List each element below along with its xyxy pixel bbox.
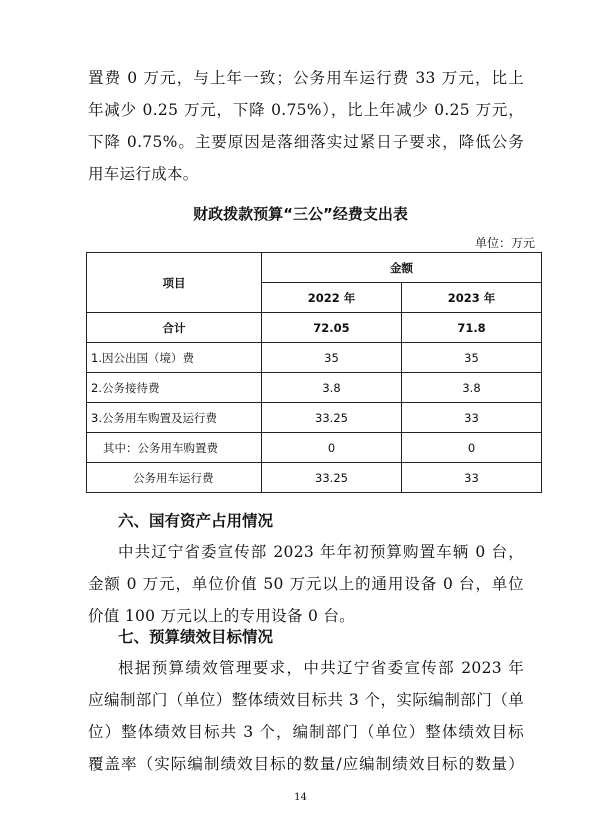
table-row [87, 433, 542, 463]
section7-line-3: 位）整体绩效目标共 3 个，编制部门（单位）整体绩效目标 [88, 723, 524, 741]
budget-table [86, 252, 542, 493]
total-2023: 71.8 [402, 313, 542, 343]
header-year-2022: 2022 年 [262, 283, 402, 313]
intro-line-1: 置费 0 万元，与上年一致；公务用车运行费 33 万元，比上 [88, 69, 524, 87]
page-number: 14 [294, 792, 307, 803]
row-2022: 3.8 [262, 373, 402, 403]
table-row [87, 343, 542, 373]
table-row [87, 463, 542, 493]
intro-line-4: 用车运行成本。 [88, 165, 199, 183]
table-row [87, 373, 542, 403]
section7-line-1: 根据预算绩效管理要求，中共辽宁省委宣传部 2023 年 [118, 659, 524, 677]
intro-line-2: 年减少 0.25 万元，下降 0.75%），比上年减少 0.25 万元， [88, 101, 524, 119]
section6-line-3: 价值 100 万元以上的专用设备 0 台。 [88, 607, 355, 625]
row-label: 其中：公务用车购置费 [87, 433, 262, 463]
section6-line-2: 金额 0 万元，单位价值 50 万元以上的通用设备 0 台，单位 [88, 575, 524, 593]
header-item: 项目 [87, 253, 262, 313]
row-2022: 35 [262, 343, 402, 373]
row-2023: 33 [402, 463, 542, 493]
unit-label: 单位：万元 [474, 236, 535, 250]
row-2023: 33 [402, 403, 542, 433]
header-amount: 金额 [262, 253, 542, 283]
section6-heading: 六、国有资产占用情况 [118, 512, 274, 530]
row-label: 公务用车运行费 [87, 463, 262, 493]
table-title: 财政拨款预算“三公”经费支出表 [193, 205, 408, 223]
section7-heading: 七、预算绩效目标情况 [118, 628, 274, 646]
total-label: 合计 [87, 313, 262, 343]
row-2022: 33.25 [262, 403, 402, 433]
section7-line-4: 覆盖率（实际编制绩效目标的数量/应编制绩效目标的数量） [88, 755, 524, 773]
table-row-total [87, 313, 542, 343]
row-2023: 3.8 [402, 373, 542, 403]
table-row [87, 403, 542, 433]
intro-line-3: 下降 0.75%。主要原因是落细落实过紧日子要求，降低公务 [88, 133, 524, 151]
section6-line-1: 中共辽宁省委宣传部 2023 年年初预算购置车辆 0 台， [118, 543, 524, 561]
table-header-row [87, 253, 542, 283]
row-2023: 35 [402, 343, 542, 373]
row-2022: 0 [262, 433, 402, 463]
row-label: 3.公务用车购置及运行费 [87, 403, 262, 433]
total-2022: 72.05 [262, 313, 402, 343]
row-label: 1.因公出国（境）费 [87, 343, 262, 373]
row-label: 2.公务接待费 [87, 373, 262, 403]
section7-line-2: 应编制部门（单位）整体绩效目标共 3 个，实际编制部门（单 [88, 691, 524, 709]
row-2023: 0 [402, 433, 542, 463]
header-year-2023: 2023 年 [402, 283, 542, 313]
row-2022: 33.25 [262, 463, 402, 493]
